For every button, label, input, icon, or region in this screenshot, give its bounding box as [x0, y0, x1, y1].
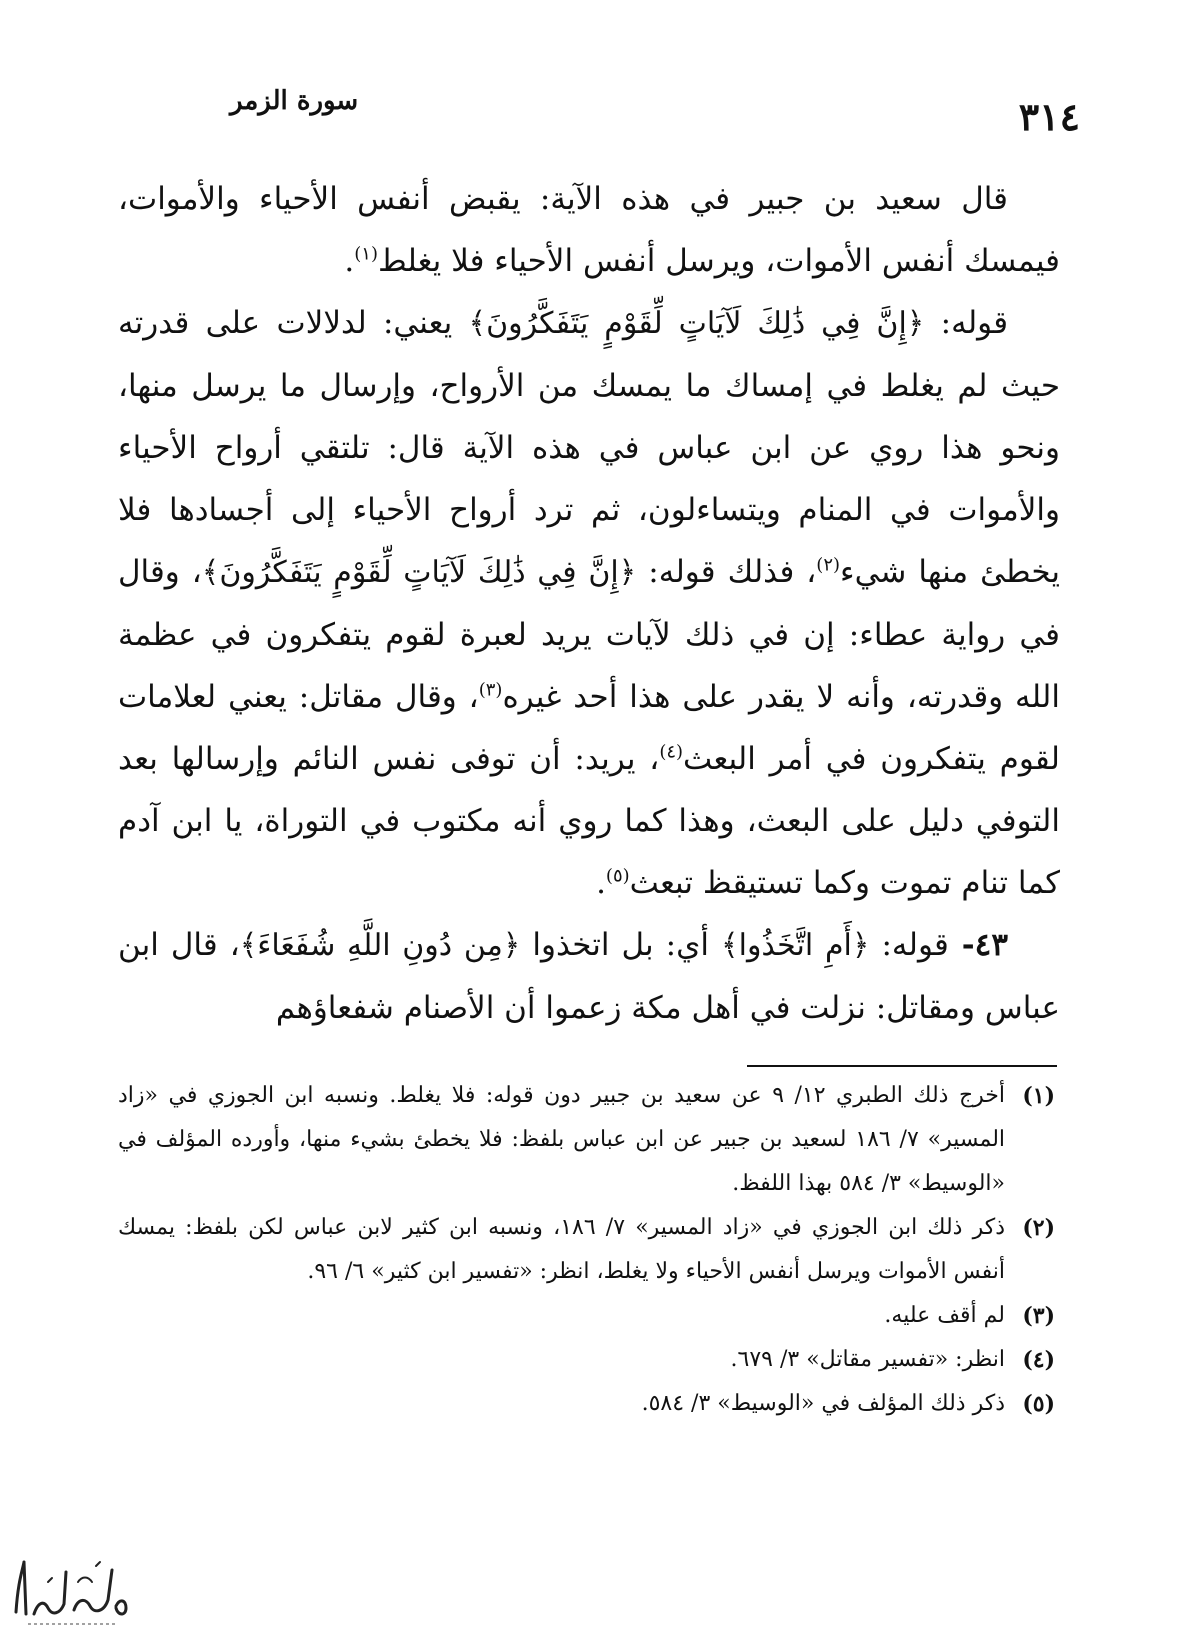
surah-title: سورة الزمر	[230, 86, 359, 116]
footnote-divider	[747, 1065, 1057, 1067]
running-head	[120, 86, 1080, 146]
paragraph-1-end: .	[344, 243, 355, 279]
main-text	[118, 168, 1060, 1039]
footnote-4	[118, 1338, 1055, 1382]
paragraph-2-text-5: ، يريد: أن توفى نفس النائم وإرسالها بعد التوفي دليل على البعث، وهذا كما روي أنه مكتوب في التوراة، يا ابن آدم كما تنام تموت وكما تستيقظ تبعث	[118, 741, 1060, 901]
footnote-ref-1: (١)	[354, 243, 378, 265]
footnote-3	[118, 1294, 1055, 1338]
paragraph-3-text-1: أي: بل اتخذوا	[520, 927, 722, 963]
footnote-1	[118, 1074, 1055, 1206]
footnote-mark: (٥)	[1022, 1391, 1055, 1417]
footnote-text: أخرج ذلك الطبري ١٢/ ٩ عن سعيد بن جبير دون قوله: فلا يغلط. ونسبه ابن الجوزي في «زاد المسير» ٧/ ١٨٦ لسعيد بن جبير عن ابن عباس بلفظ: فلا يخطئ بشيء منها، وأورده المؤلف في «الوسيط» ٣/ ٥٨٤ بهذا اللفظ.	[118, 1083, 1006, 1196]
paragraph-2-text-2: ، فذلك قوله:	[636, 554, 817, 590]
paragraph-1	[118, 168, 1060, 292]
calligraphy-logo-icon	[8, 1542, 133, 1632]
footnote-mark: (٤)	[1022, 1347, 1055, 1373]
quran-verse-2: ﴿إِنَّ فِي ذَٰلِكَ لَآيَاتٍ لِّقَوْمٍ يَتَفَكَّرُونَ﴾	[201, 555, 637, 590]
paragraph-2	[118, 292, 1060, 914]
footnote-text: لم أقف عليه.	[884, 1303, 1005, 1328]
verse-number: ٤٣-	[948, 927, 1008, 963]
page-number: ٣١٤	[1018, 94, 1080, 139]
footnote-text: ذكر ذلك ابن الجوزي في «زاد المسير» ٧/ ١٨٦، ونسبه ابن كثير لابن عباس لكن بلفظ: يمسك أنفس الأموات ويرسل أنفس الأحياء ولا يغلط، انظر: «تفسير ابن كثير» ٦/ ٩٦.	[118, 1215, 1006, 1284]
quran-verse-4: ﴿مِن دُونِ اللَّهِ شُفَعَاءَ﴾	[239, 928, 521, 963]
footnote-ref-3: (٣)	[478, 679, 503, 701]
footnote-mark: (١)	[1022, 1083, 1055, 1109]
paragraph-2-lead: قوله:	[924, 305, 1009, 341]
paragraph-2-text-3: ، وقال في رواية عطاء: إن في ذلك لآيات يريد لعبرة لقوم يتفكرون في عظمة الله وقدرته، وأنه لا يقدر على هذا أحد غيره	[118, 554, 1060, 715]
footnote-ref-2: (٢)	[816, 554, 841, 576]
quran-verse-1: ﴿إِنَّ فِي ذَٰلِكَ لَآيَاتٍ لِّقَوْمٍ يَتَفَكَّرُونَ﴾	[468, 306, 925, 341]
paragraph-3	[118, 914, 1060, 1039]
footnotes	[118, 1074, 1055, 1426]
footnote-ref-5: (٥)	[605, 865, 630, 887]
footnote-2	[118, 1206, 1055, 1294]
paragraph-3-text-2: ، قال ابن عباس ومقاتل: نزلت في أهل مكة زعموا أن الأصنام شفعاؤهم	[118, 927, 1060, 1026]
paragraph-2-text-4: ، وقال مقاتل: يعني لعلامات لقوم يتفكرون في أمر البعث	[118, 679, 1060, 777]
quran-verse-3: ﴿أَمِ اتَّخَذُوا﴾	[721, 928, 870, 963]
paragraph-2-end: .	[596, 865, 606, 901]
paragraph-2-text-1: يعني: لدلالات على قدرته حيث لم يغلط في إمساك ما يمسك من الأرواح، وإرسال ما يرسل منها، ونحو هذا روي عن ابن عباس في هذه الآية قال: تلتقي أرواح الأحياء والأموات في المنام ويتساءلون، ثم ترد أرواح الأحياء إلى أجسادها فلا يخطئ منها شيء	[118, 305, 1061, 590]
footnote-5	[118, 1382, 1055, 1426]
paragraph-1-text: قال سعيد بن جبير في هذه الآية: يقبض أنفس الأحياء والأموات، فيمسك أنفس الأموات، ويرسل أنفس الأحياء فلا يغلط	[118, 181, 1060, 279]
footnote-ref-4: (٤)	[659, 741, 684, 763]
paragraph-3-lead: قوله:	[869, 927, 949, 963]
footnote-mark: (٣)	[1022, 1303, 1055, 1329]
footnote-text: انظر: «تفسير مقاتل» ٣/ ٦٧٩.	[730, 1347, 1005, 1372]
footnote-text: ذكر ذلك المؤلف في «الوسيط» ٣/ ٥٨٤.	[641, 1391, 1005, 1416]
footnote-mark: (٢)	[1022, 1215, 1055, 1241]
